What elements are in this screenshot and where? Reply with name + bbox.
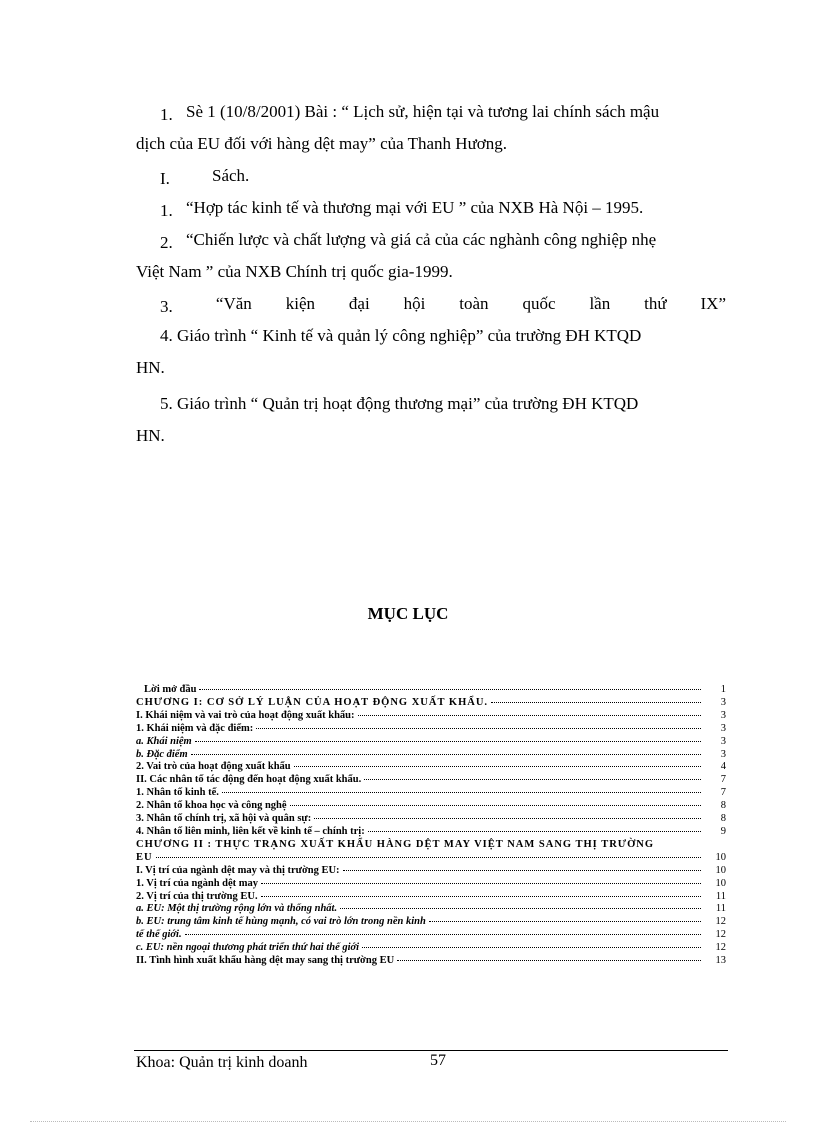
toc-page-number: 4 (720, 761, 726, 773)
page-bottom-divider (30, 1121, 786, 1122)
toc-entry-label: 1. Nhân tố kinh tế. (136, 787, 219, 799)
toc-entry (136, 787, 726, 800)
toc-leader-dots (156, 857, 701, 858)
toc-entry-label: CHƯƠNG II : THỰC TRẠNG XUẤT KHẨU HÀNG DỆT MAY VIỆT NAM SANG THỊ TRƯỜNG (136, 838, 655, 850)
toc-entry (136, 774, 726, 787)
reference-item: 5. Giáo trình “ Quản trị hoạt động thương mại” của trường ĐH KTQD (160, 394, 639, 413)
toc-page-number: 10 (715, 851, 726, 863)
reference-item (136, 96, 726, 128)
toc-leader-dots (429, 921, 701, 922)
toc-leader-dots (362, 947, 701, 948)
toc-entry (136, 852, 726, 865)
toc-entry-label: EU (136, 851, 153, 863)
toc-leader-dots (222, 792, 701, 793)
toc-entry-label: 2. Vai trò của hoạt động xuất khẩu (136, 761, 291, 773)
reference-item (136, 192, 726, 224)
toc-entry-label: a. EU: Một thị trường rộng lớn và thống nhất. (136, 903, 338, 915)
toc-entry (136, 865, 726, 878)
reference-word: hội (403, 294, 426, 313)
toc-entry-label: 4. Nhân tố liên minh, liên kết về kinh tế – chính trị: (136, 825, 365, 837)
toc-page-number: 7 (720, 774, 726, 786)
footer-divider (134, 1050, 728, 1051)
toc-entry (136, 749, 726, 762)
list-number: 1. (160, 201, 173, 220)
toc-page-number: 7 (720, 787, 726, 799)
reference-item (136, 224, 726, 256)
toc-leader-dots (368, 831, 701, 832)
toc-page-number: 11 (715, 903, 726, 915)
toc-entry (136, 684, 726, 697)
reference-item (136, 288, 726, 320)
reference-text-continued: Việt Nam ” của NXB Chính trị quốc gia-1999. (136, 262, 453, 281)
toc-entry-label: CHƯƠNG I: CƠ SỞ LÝ LUẬN CỦA HOẠT ĐỘNG XUẤT KHẨU. (136, 696, 489, 708)
toc-entry (136, 839, 726, 852)
toc-entry (136, 826, 726, 839)
toc-page-number: 9 (720, 825, 726, 837)
toc-leader-dots (358, 715, 702, 716)
toc-entry (136, 723, 726, 736)
reference-item: 4. Giáo trình “ Kinh tế và quản lý công nghiệp” của trường ĐH KTQD (160, 326, 642, 345)
toc-leader-dots (314, 818, 701, 819)
toc-entry (136, 916, 726, 929)
reference-text: “Chiến lược và chất lượng và giá cả của các nghành công nghiệp nhẹ (186, 230, 657, 249)
toc-entry-label: I. Khái niệm và vai trò của hoạt động xuất khẩu: (136, 709, 355, 721)
reference-word: lần (589, 294, 611, 313)
page-number: 57 (430, 1052, 446, 1069)
toc-leader-dots (294, 766, 701, 767)
footer-faculty: Khoa: Quản trị kinh doanh (136, 1054, 308, 1071)
toc-page-number: 8 (720, 800, 726, 812)
toc-entry (136, 710, 726, 723)
toc-page-number: 10 (715, 877, 726, 889)
toc-leader-dots (261, 896, 701, 897)
toc-entry-label: 1. Vị trí của ngành dệt may (136, 877, 259, 889)
toc-leader-dots (185, 934, 701, 935)
reference-word: “Văn (215, 294, 252, 313)
toc-page-number: 12 (715, 942, 726, 954)
toc-leader-dots (343, 870, 701, 871)
list-number: 3. (160, 297, 173, 316)
reference-word: IX” (700, 294, 726, 313)
toc-entry (136, 813, 726, 826)
toc-page-number: 3 (720, 722, 726, 734)
toc-page-number: 11 (715, 890, 726, 902)
toc-page-number: 12 (715, 929, 726, 941)
toc-entry (136, 929, 726, 942)
toc-page-number: 3 (720, 735, 726, 747)
toc-entry (136, 761, 726, 774)
toc-entry (136, 942, 726, 955)
toc-entry (136, 955, 726, 968)
toc-page-number: 1 (720, 684, 726, 695)
toc-leader-dots (199, 689, 701, 690)
toc-page-number: 3 (720, 709, 726, 721)
toc-entry-label: b. Đặc điểm (136, 748, 188, 760)
toc-page-number: 12 (715, 916, 726, 928)
reference-word: thứ (644, 294, 667, 313)
toc-leader-dots (397, 960, 701, 961)
toc-entry (136, 903, 726, 916)
toc-entry-label: 3. Nhân tố chính trị, xã hội và quân sự: (136, 813, 312, 825)
toc-entry (136, 878, 726, 891)
references-list (136, 96, 726, 452)
toc-entry (136, 891, 726, 904)
toc-leader-dots (261, 883, 701, 884)
section-label: Sách. (212, 166, 250, 185)
reference-text-continued: dịch của EU đối với hàng dệt may” của Thanh Hương. (136, 134, 508, 153)
toc-entry-label: 2. Nhân tố khoa học và công nghệ (136, 800, 287, 812)
toc-entry-label: II. Tình hình xuất khẩu hàng dệt may sang thị trường EU (136, 955, 395, 967)
toc-entry-label: Lời mở đầu (144, 684, 197, 695)
toc-entry (136, 736, 726, 749)
toc-leader-dots (256, 728, 701, 729)
toc-leader-dots (491, 702, 701, 703)
reference-text-continued: HN. (136, 426, 165, 445)
toc-entry-label: b. EU: trung tâm kinh tế hùng mạnh, có vai trò lớn trong nền kinh (136, 916, 426, 928)
toc-page-number: 13 (715, 955, 726, 967)
toc-entry-label: I. Vị trí của ngành dệt may và thị trường EU: (136, 864, 340, 876)
section-number: I. (160, 169, 170, 188)
toc-entry-label: c. EU: nền ngoại thương phát triển thứ hai thế giới (136, 942, 360, 954)
toc-page-number: 10 (715, 864, 726, 876)
reference-word: quốc (522, 294, 556, 313)
table-of-contents (136, 684, 726, 968)
list-number: 1. (160, 105, 173, 124)
toc-entry-label: a. Khái niệm (136, 735, 192, 747)
toc-leader-dots (191, 754, 701, 755)
reference-text: “Hợp tác kinh tế và thương mại với EU ” của NXB Hà Nội – 1995. (186, 198, 644, 217)
reference-word: đại (348, 294, 370, 313)
reference-text: Sè 1 (10/8/2001) Bài : “ Lịch sử, hiện tại và tương lai chính sách mậu (186, 102, 660, 121)
list-number: 2. (160, 233, 173, 252)
reference-word: toàn (459, 294, 489, 313)
toc-entry (136, 800, 726, 813)
toc-page-number: 3 (720, 696, 726, 708)
toc-leader-dots (290, 805, 701, 806)
toc-page-number: 3 (720, 748, 726, 760)
toc-leader-dots (364, 779, 701, 780)
toc-entry-label: tế thế giới. (136, 929, 182, 941)
toc-entry-label: II. Các nhân tố tác động đến hoạt động xuất khẩu. (136, 774, 362, 786)
toc-leader-dots (195, 741, 701, 742)
toc-entry-label: 2. Vị trí của thị trường EU. (136, 890, 258, 902)
toc-leader-dots (340, 908, 701, 909)
toc-page-number: 8 (720, 813, 726, 825)
toc-title: MỤC LỤC (367, 604, 449, 623)
toc-entry-label: 1. Khái niệm và đặc điểm: (136, 722, 254, 734)
reference-text-continued: HN. (136, 358, 165, 377)
reference-word: kiện (285, 294, 315, 313)
toc-entry (136, 697, 726, 710)
section-heading (136, 160, 726, 192)
